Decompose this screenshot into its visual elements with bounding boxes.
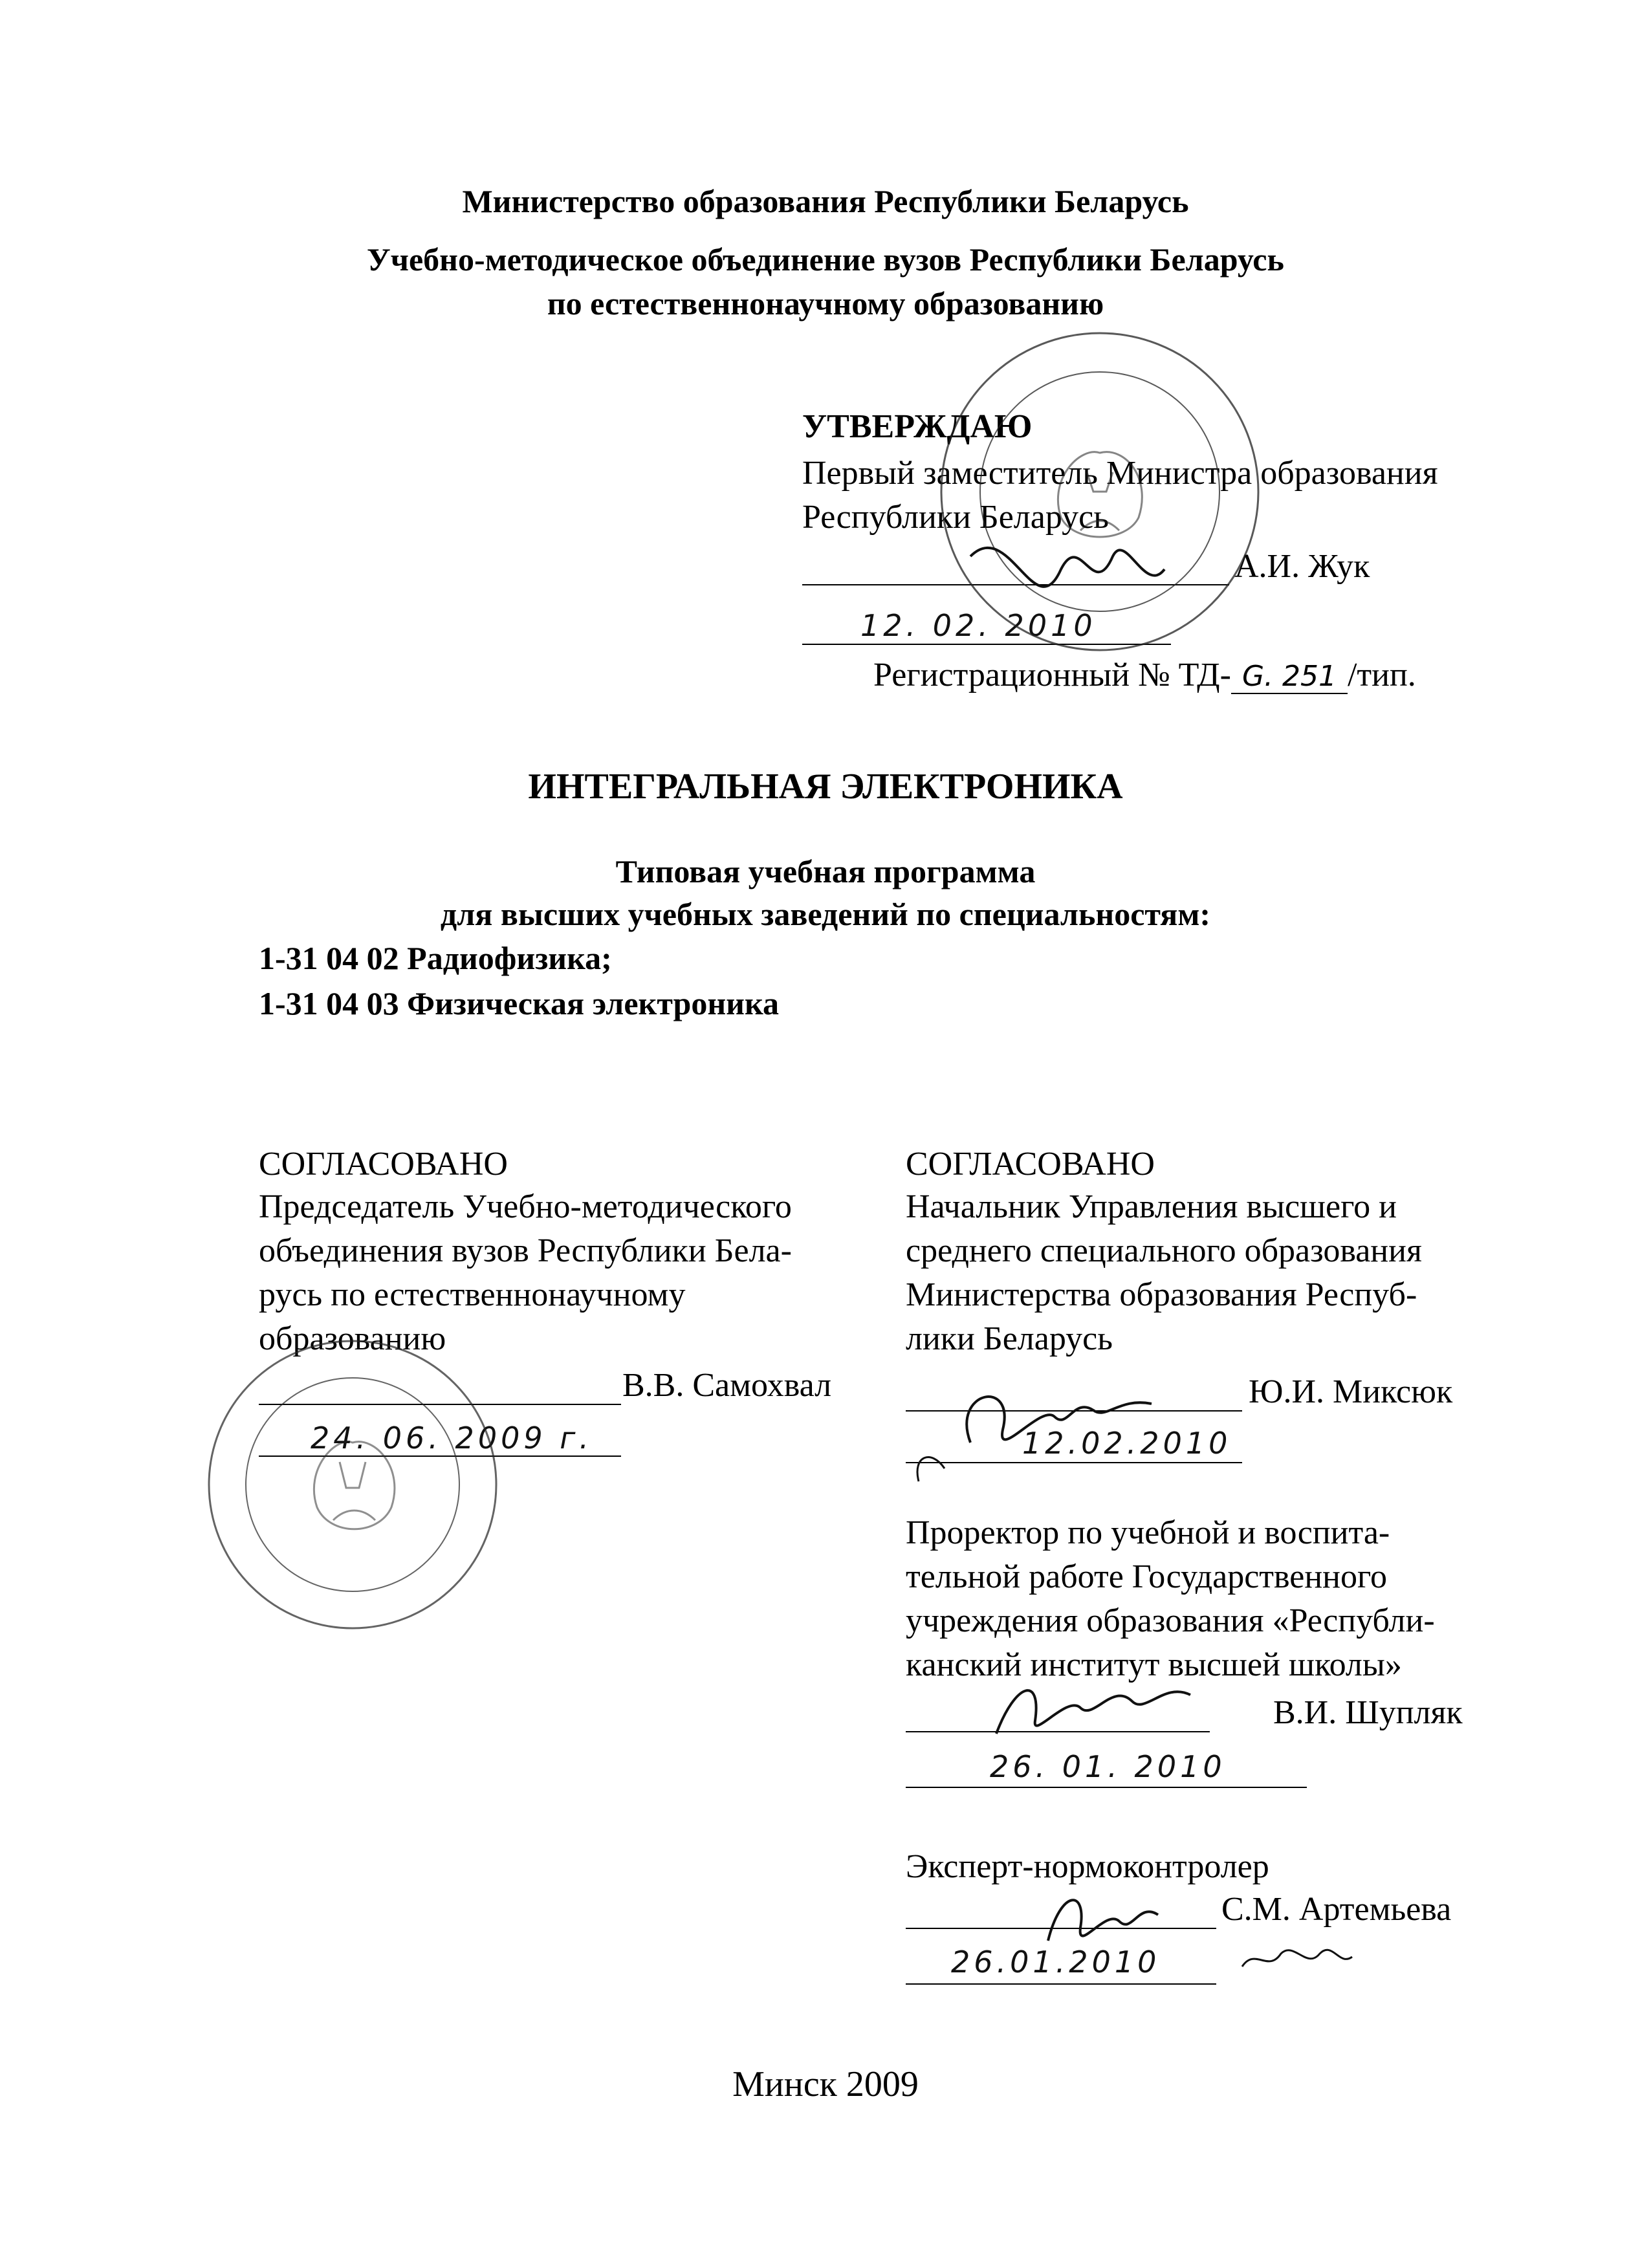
vice-rector-line: учреждения образования «Республи-	[906, 1602, 1435, 1639]
agreed-right-date-handwritten: 12.02.2010	[1022, 1426, 1232, 1461]
registration-line	[873, 656, 1416, 694]
agreed-left-date-handwritten: 24. 06. 2009 г.	[311, 1421, 593, 1456]
vice-rector-line: канский институт высшей школы»	[906, 1646, 1402, 1683]
agreed-left-line: объединения вузов Республики Бела-	[259, 1232, 792, 1269]
agreed-right-line: Начальник Управления высшего и	[906, 1188, 1397, 1225]
approval-date-handwritten: 12. 02. 2010	[860, 608, 1097, 643]
vice-rector-signature	[945, 1656, 1216, 1747]
registration-prefix: Регистрационный № ТД-	[873, 657, 1231, 693]
vice-rector-date-handwritten: 26. 01. 2010	[990, 1749, 1226, 1784]
specialty-2: 1-31 04 03 Физическая электроника	[259, 985, 780, 1021]
discipline-title: ИНТЕГРАЛЬНАЯ ЭЛЕКТРОНИКА	[528, 767, 1123, 807]
agreed-right-line: лики Беларусь	[906, 1320, 1113, 1357]
ministry-heading: Министерство образования Республики Беларусь	[462, 183, 1189, 219]
agreed-left-name: В.В. Самохвал	[622, 1367, 832, 1404]
agreed-right-heading: СОГЛАСОВАНО	[906, 1146, 1155, 1183]
city-year: Минск 2009	[732, 2064, 919, 2104]
agreed-right-line: среднего специального образования	[906, 1232, 1422, 1269]
expert-signature	[1009, 1850, 1372, 1992]
official-stamp-left	[201, 1333, 505, 1637]
approval-heading: УТВЕРЖДАЮ	[802, 408, 1033, 445]
umo-heading-line1: Учебно-методическое объединение вузов Республики Беларусь	[367, 241, 1284, 278]
expert-title: Эксперт-нормоконтролер	[906, 1848, 1269, 1885]
vice-rector-line: Проректор по учебной и воспита-	[906, 1514, 1390, 1551]
vice-rector-name: В.И. Шупляк	[1273, 1694, 1463, 1731]
expert-name: С.М. Артемьева	[1221, 1891, 1452, 1928]
agreed-left-heading: СОГЛАСОВАНО	[259, 1146, 508, 1183]
official-stamp-top	[932, 323, 1268, 660]
registration-number: G. 251	[1231, 660, 1348, 694]
approval-position-line1: Первый заместитель Министра образования	[802, 455, 1438, 492]
specialty-1: 1-31 04 02 Радиофизика;	[259, 940, 612, 976]
umo-heading-line2: по естественнонаучному образованию	[547, 285, 1104, 322]
agreed-left-line: образованию	[259, 1320, 446, 1357]
agreed-left-line: русь по естественнонаучному	[259, 1276, 686, 1313]
agreed-right-signature	[893, 1339, 1190, 1494]
program-type: Типовая учебная программа	[615, 853, 1036, 889]
approval-name: А.И. Жук	[1234, 548, 1370, 585]
vice-rector-date-line	[906, 1787, 1307, 1788]
approval-position-line2: Республики Беларусь	[802, 499, 1109, 536]
vice-rector-line: тельной работе Государственного	[906, 1558, 1388, 1595]
agreed-right-line: Министерства образования Респуб-	[906, 1276, 1417, 1313]
agreed-left-line: Председатель Учебно-методического	[259, 1188, 792, 1225]
expert-date-handwritten: 26.01.2010	[951, 1945, 1161, 1979]
agreed-right-name: Ю.И. Миксюк	[1249, 1373, 1453, 1410]
program-for-line: для высших учебных заведений по специальностям:	[440, 896, 1211, 932]
registration-suffix: /тип.	[1347, 657, 1416, 693]
